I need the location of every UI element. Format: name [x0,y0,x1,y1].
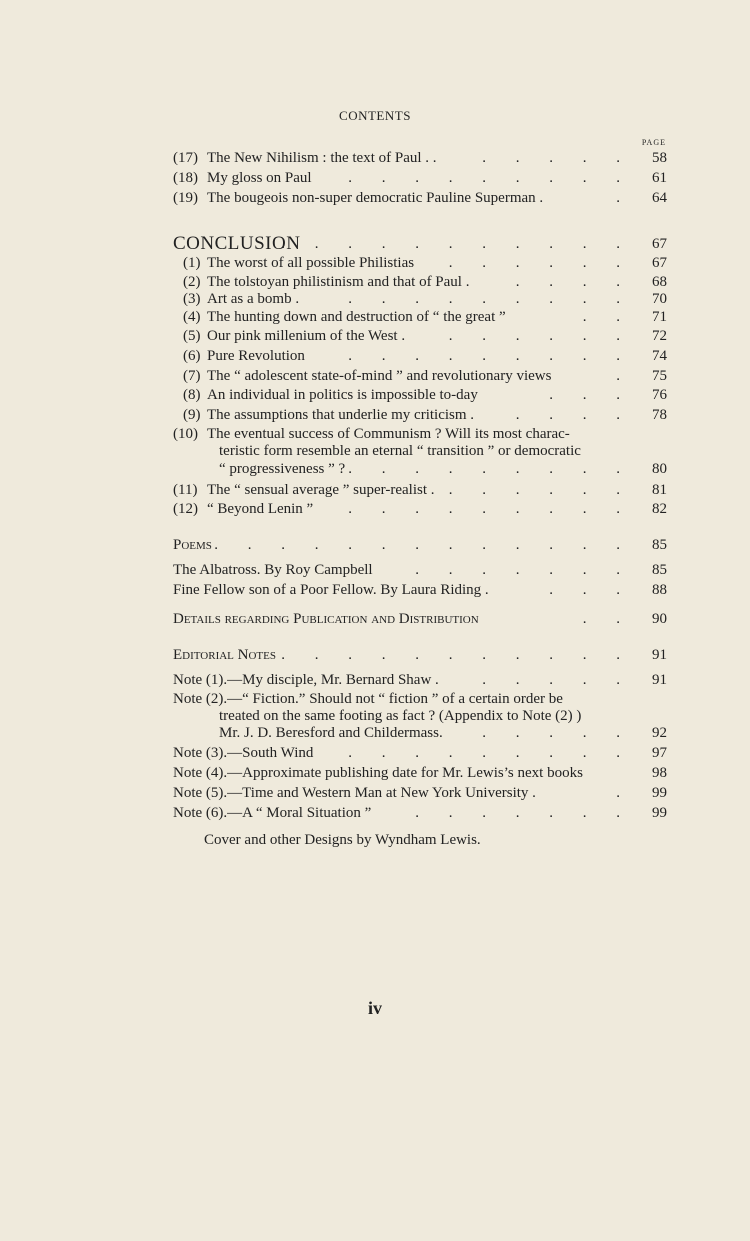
toc-entry [173,670,667,690]
entry-page: 67 [652,236,667,252]
entry-title: Art as a bomb . [207,291,300,307]
entry-page: 71 [652,309,667,325]
entry-title: Note (6).—A “ Moral Situation ” [173,805,372,821]
entry-page: 80 [652,461,667,477]
leader-dots: . . . . . . . . . [348,291,633,307]
entry-title: An individual in politics is impossible to-day [207,387,478,403]
toc-entry [173,385,667,405]
leader-dots: . [616,785,633,801]
toc-entry [173,148,667,168]
entry-title: The tolstoyan philistinism and that of Paul . [207,274,470,290]
entry-title: The hunting down and destruction of “ the great ” [207,309,506,325]
toc-entry [173,289,667,309]
entry-title: teristic form resemble an eternal “ transition ” or democratic [219,443,581,459]
entry-number: (1) [183,255,201,271]
leader-dots: . . [582,611,633,627]
toc-section-poems [173,535,667,555]
entry-title: The worst of all possible Philistias [207,255,415,271]
entry-page: 91 [652,647,667,663]
leader-dots: . . . . . . [448,482,633,498]
entry-title: Note (4).—Approximate publishing date for Mr. Lewis’s next books [173,765,583,781]
entry-number: (19) [173,190,198,206]
entry-page: 90 [652,611,667,627]
leader-dots: . . . . . . . . . . . . . [214,537,633,553]
entry-number: (4) [183,309,201,325]
entry-title: The New Nihilism : the text of Paul . . [207,150,437,166]
entry-title: “ Beyond Lenin ” [207,501,314,517]
entry-page: 85 [652,537,667,553]
entry-page: 64 [652,190,667,206]
entry-page: 85 [652,562,667,578]
entry-page: 81 [652,482,667,498]
toc-section-details [173,609,667,629]
page-header: CONTENTS [339,108,411,123]
entry-page: 75 [652,368,667,384]
entry-title: The Albatross. By Roy Campbell [173,562,373,578]
section-title: Editorial Notes [173,647,276,663]
entry-page: 76 [652,387,667,403]
toc-entry [173,803,667,823]
entry-title: The “ adolescent state-of-mind ” and revolutionary views [207,368,552,384]
entry-title: The assumptions that underlie my criticism . [207,407,475,423]
entry-page: 68 [652,274,667,290]
page-column-label: PAGE [641,138,666,147]
leader-dots: . . . [549,582,633,598]
entry-title: Pure Revolution [207,348,305,364]
toc-entry [173,188,667,208]
leader-dots: . . . . . . [448,255,633,271]
entry-number: (9) [183,407,201,423]
leader-dots: . . . . . . . [415,562,633,578]
entry-number: (18) [173,170,198,186]
entry-title: The “ sensual average ” super-realist . [207,482,435,498]
toc-entry [173,743,667,763]
entry-page: 88 [652,582,667,598]
leader-dots: . . . . . [482,150,633,166]
entry-page: 99 [652,785,667,801]
entry-title: Our pink millenium of the West . [207,328,406,344]
leader-dots: . . . . . [482,672,633,688]
toc-entry [173,346,667,366]
toc-entry-continuation [173,441,667,461]
entry-number: (8) [183,387,201,403]
entry-title: Mr. J. D. Beresford and Childermass. [219,725,443,741]
entry-page: 61 [652,170,667,186]
leader-dots: . . . . . . . . . [348,170,633,186]
toc-entry [173,326,667,346]
toc-entry [173,307,667,327]
toc-entry [173,253,667,273]
entry-number: (10) [173,426,198,442]
toc-entry [173,560,667,580]
toc-entry [173,783,667,803]
toc-entry-continuation [173,723,667,743]
leader-dots: . . . . . . . . . . . [281,647,633,663]
entry-title: The eventual success of Communism ? Will its most charac- [207,426,570,442]
entry-number: (17) [173,150,198,166]
entry-number: (5) [183,328,201,344]
entry-page: 78 [652,407,667,423]
entry-number: (2) [183,274,201,290]
entry-page: 98 [652,765,667,781]
entry-title: “ progressiveness ” ? [219,461,346,477]
toc-entry [173,366,667,386]
page-number: iv [367,998,382,1018]
leader-dots: . . . . [515,274,633,290]
leader-dots: . . [582,309,633,325]
entry-page: 74 [652,348,667,364]
entry-page: 70 [652,291,667,307]
leader-dots: . [616,368,633,384]
entry-number: (11) [173,482,198,498]
entry-title: Note (1).—My disciple, Mr. Bernard Shaw . [173,672,439,688]
leader-dots: . . . . [515,407,633,423]
entry-page: 97 [652,745,667,761]
entry-number: (3) [183,291,201,307]
leader-dots: . . . . . . . . . [348,348,633,364]
entry-title: Note (2).—“ Fiction.” Should not “ fiction ” of a certain order be [173,691,563,707]
toc-entry-continuation [173,459,667,479]
leader-dots: . . . . . . . [415,805,633,821]
entry-page: 72 [652,328,667,344]
entry-number: (7) [183,368,201,384]
entry-page: 91 [652,672,667,688]
entry-page: 67 [652,255,667,271]
entry-page: 92 [652,725,667,741]
leader-dots: . . . . . . . . . . . [281,236,633,252]
entry-page: 82 [652,501,667,517]
entry-title: Note (3).—South Wind [173,745,314,761]
leader-dots: . [616,190,633,206]
entry-title: My gloss on Paul [207,170,312,186]
section-title: Poems [173,537,212,553]
toc-entry [173,499,667,519]
entry-title: Fine Fellow son of a Poor Fellow. By Laura Riding . [173,582,489,598]
entry-title: The bougeois non-super democratic Pauline Superman . [207,190,544,206]
credits-line: Cover and other Designs by Wyndham Lewis. [204,832,481,848]
leader-dots: . . . [549,387,633,403]
toc-section-editorial-notes [173,645,667,665]
toc-entry [173,168,667,188]
leader-dots: . . . . . . [448,328,633,344]
leader-dots: . . . . . . . . . [348,745,633,761]
entry-number: (6) [183,348,201,364]
toc-entry [173,580,667,600]
leader-dots: . . . . . [482,725,633,741]
section-title: Details regarding Publication and Distribution [173,611,479,627]
toc-entry [173,480,667,500]
entry-page: 58 [652,150,667,166]
toc-entry [173,405,667,425]
entry-number: (12) [173,501,198,517]
toc-entry [173,763,667,783]
entry-page: 99 [652,805,667,821]
leader-dots: . . . . . . . . . [348,461,633,477]
entry-title: treated on the same footing as fact ? (Appendix to Note (2) ) [219,708,582,724]
section-title: CONCLUSION [173,233,301,254]
leader-dots: . . . . . . . . . [348,501,633,517]
entry-title: Note (5).—Time and Western Man at New York University . [173,785,536,801]
